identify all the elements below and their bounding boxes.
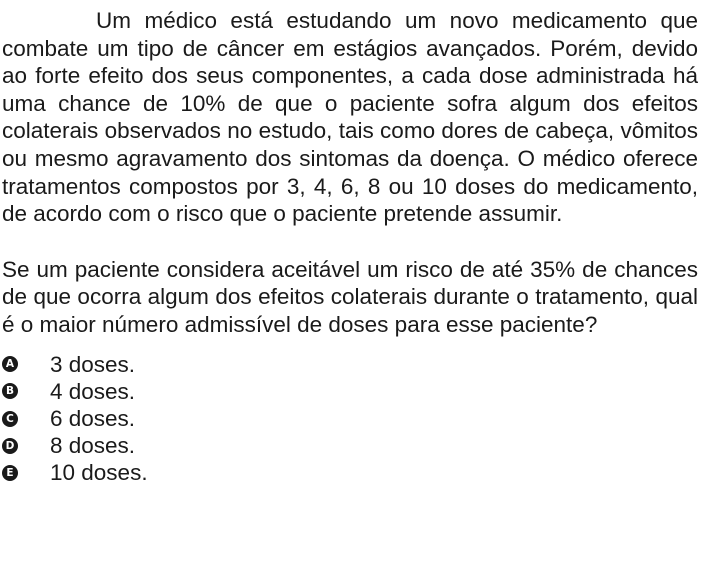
question-block bbox=[2, 7, 698, 486]
option-d-text: 8 doses. bbox=[50, 433, 136, 459]
option-c-text: 6 doses. bbox=[50, 405, 136, 431]
option-d[interactable] bbox=[2, 432, 698, 459]
option-letter-d-icon: D bbox=[2, 438, 18, 454]
option-letter-a-icon: A bbox=[2, 356, 18, 372]
option-c[interactable] bbox=[2, 405, 698, 432]
question-statement: Um médico está estudando um novo medicamento que combate um tipo de câncer em estágios avançados. Porém, devido ao forte efeito dos seus componentes, a cada dose administrada há uma chance de 10% de que o paciente sofra algum dos efeitos colaterais observados no estudo, tais como dores de cabeça, vômitos ou mesmo agravamento dos sintomas da doença. O médico oferece tratamentos compostos por 3, 4, 6, 8 ou 10 doses do medicamento, de acordo com o risco que o paciente pretende assumir. bbox=[2, 8, 698, 227]
option-letter-b-icon: B bbox=[2, 383, 18, 399]
option-letter-e-icon: E bbox=[2, 465, 18, 481]
option-e[interactable] bbox=[2, 459, 698, 486]
option-e-text: 10 doses. bbox=[50, 460, 148, 486]
question-prompt: Se um paciente considera aceitável um risco de até 35% de chances de que ocorra algum dos efeitos colaterais durante o tratamento, qual é o maior número admissível de doses para esse paciente? bbox=[2, 256, 698, 337]
option-b-text: 4 doses. bbox=[50, 378, 136, 404]
option-letter-c-icon: C bbox=[2, 411, 18, 427]
answer-options bbox=[2, 351, 698, 487]
option-a[interactable] bbox=[2, 351, 698, 378]
option-a-text: 3 doses. bbox=[50, 351, 136, 377]
option-b[interactable] bbox=[2, 378, 698, 405]
